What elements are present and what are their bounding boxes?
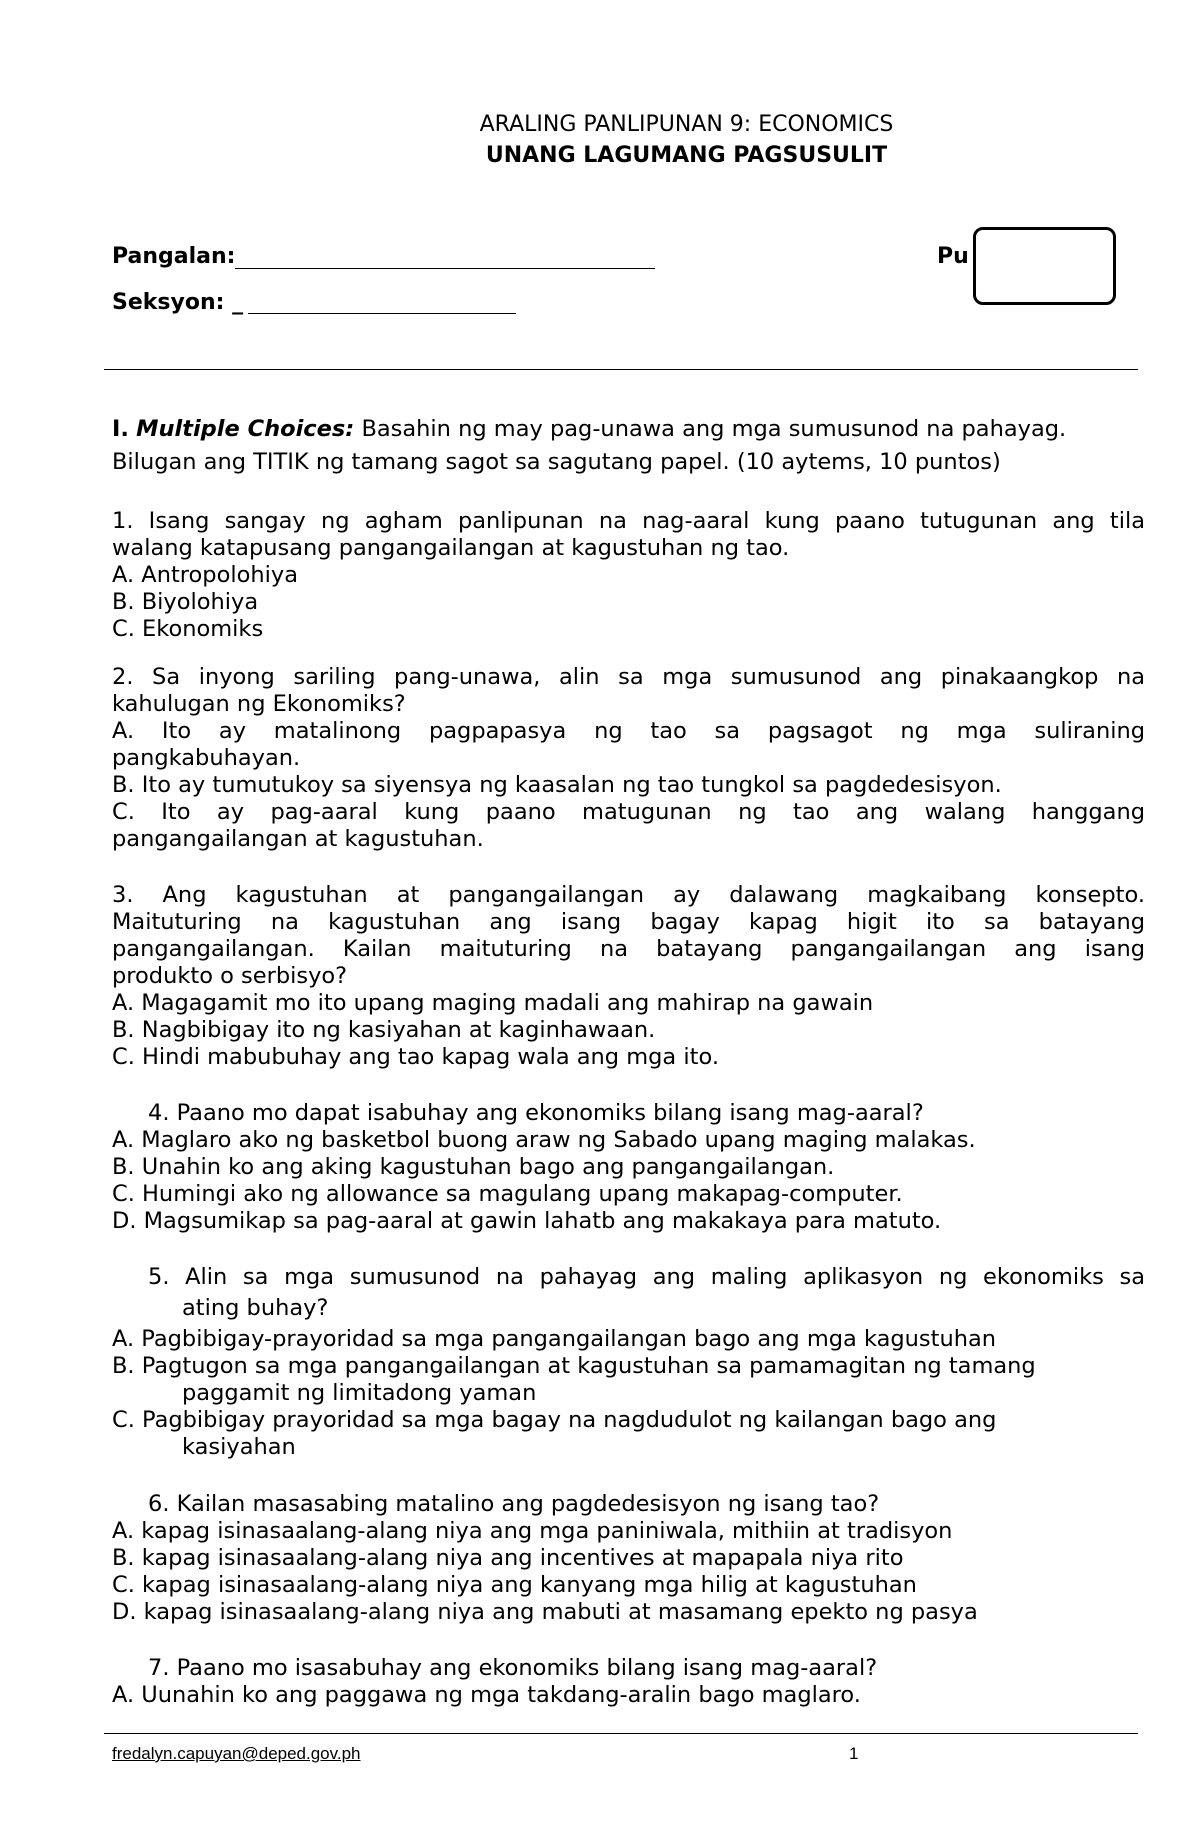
q3-stem-2: Maituturing na kagustuhan ang isang bagay kapag higit ito sa batayang: [112, 909, 1145, 935]
page-number: 1: [849, 1744, 859, 1763]
q3-choice-b: B. Nagbibigay ito ng kasiyahan at kaginhawaan.: [112, 1017, 656, 1043]
q5-choice-c-1: C. Pagbibigay prayoridad sa mga bagay na nagdudulot ng kailangan bago ang: [112, 1407, 997, 1433]
q6-choice-a: A. kapag isinasaalang-alang niya ang mga paniniwala, mithiin at tradisyon: [112, 1518, 953, 1544]
header-divider: [104, 369, 1138, 370]
q3-stem-1: 3. Ang kagustuhan at pangangailangan ay dalawang magkaibang konsepto.: [112, 882, 1145, 908]
q6-choice-b: B. kapag isinasaalang-alang niya ang incentives at mapapala niya rito: [112, 1545, 904, 1571]
footer-email: fredalyn.capuyan@deped.gov.ph: [112, 1744, 361, 1763]
q5-choice-b-1: B. Pagtugon sa mga pangangailangan at kagustuhan sa pamamagitan ng tamang: [112, 1353, 1036, 1379]
q1-stem-2: walang katapusang pangangailangan at kagustuhan ng tao.: [112, 535, 790, 561]
q2-choice-a-1: A. Ito ay matalinong pagpapasya ng tao sa pagsagot ng mga suliraning: [112, 718, 1145, 744]
q5-choice-b-2: paggamit ng limitadong yaman: [182, 1380, 537, 1406]
q2-choice-c-2: pangangailangan at kagustuhan.: [112, 826, 484, 852]
q7-stem: 7. Paano mo isasabuhay ang ekonomiks bilang isang mag-aaral?: [148, 1655, 878, 1681]
instructions-roman: I.: [112, 416, 129, 442]
q5-choice-c-2: kasiyahan: [182, 1434, 296, 1460]
q3-stem-3: pangangailangan. Kailan maituturing na batayang pangangailangan ang isang: [112, 936, 1145, 962]
q4-stem: 4. Paano mo dapat isabuhay ang ekonomiks bilang isang mag-aaral?: [148, 1100, 924, 1126]
instructions-text-2: Bilugan ang TITIK ng tamang sagot sa sagutang papel. (10 aytems, 10 puntos): [112, 449, 1001, 475]
instructions-line-1: [112, 416, 1066, 442]
q3-choice-c: C. Hindi mabubuhay ang tao kapag wala ang mga ito.: [112, 1044, 719, 1070]
name-line: [235, 268, 655, 269]
q3-stem-4: produkto o serbisyo?: [112, 963, 348, 989]
q1-choice-b: B. Biyolohiya: [112, 589, 259, 615]
q4-choice-c: C. Humingi ako ng allowance sa magulang upang makapag-computer.: [112, 1181, 903, 1207]
q2-stem-1: 2. Sa inyong sariling pang-unawa, alin sa mga sumusunod ang pinakaangkop na: [112, 664, 1145, 690]
q4-choice-d: D. Magsumikap sa pag-aaral at gawin lahatb ang makakaya para matuto.: [112, 1208, 942, 1234]
q2-choice-a-2: pangkabuhayan.: [112, 745, 301, 771]
footer-divider: [104, 1733, 1138, 1734]
q1-choice-a: A. Antropolohiya: [112, 562, 298, 588]
name-label: Pangalan:: [112, 244, 236, 269]
exam-subject-title: ARALING PANLIPUNAN 9: ECONOMICS: [479, 112, 894, 137]
score-label: Pu: [937, 244, 969, 269]
q1-stem-1: 1. Isang sangay ng agham panlipunan na nag-aaral kung paano tutugunan ang tila: [112, 508, 1145, 534]
instructions-text-1: Basahin ng may pag-unawa ang mga sumusunod na pahayag.: [361, 416, 1067, 442]
q6-stem: 6. Kailan masasabing matalino ang pagdedesisyon ng isang tao?: [148, 1491, 880, 1517]
q5-stem-1: 5. Alin sa mga sumusunod na pahayag ang maling aplikasyon ng ekonomiks sa: [148, 1264, 1145, 1290]
q6-choice-c: C. kapag isinasaalang-alang niya ang kanyang mga hilig at kagustuhan: [112, 1572, 917, 1598]
exam-title: UNANG LAGUMANG PAGSUSULIT: [485, 143, 888, 168]
q4-choice-b: B. Unahin ko ang aking kagustuhan bago ang pangangailangan.: [112, 1154, 835, 1180]
section-label: Seksyon: _: [112, 290, 244, 315]
instructions-title: Multiple Choices:: [136, 416, 355, 442]
score-box: [973, 227, 1116, 305]
q7-choice-a: A. Uunahin ko ang paggawa ng mga takdang-aralin bago maglaro.: [112, 1682, 861, 1708]
q2-choice-b: B. Ito ay tumutukoy sa siyensya ng kaasalan ng tao tungkol sa pagdedesisyon.: [112, 772, 1002, 798]
q1-choice-c: C. Ekonomiks: [112, 616, 264, 642]
q2-choice-c-1: C. Ito ay pag-aaral kung paano matugunan ng tao ang walang hanggang: [112, 799, 1145, 825]
q4-choice-a: A. Maglaro ako ng basketbol buong araw ng Sabado upang maging malakas.: [112, 1127, 976, 1153]
q5-stem-2: ating buhay?: [182, 1295, 329, 1321]
q2-stem-2: kahulugan ng Ekonomiks?: [112, 691, 406, 717]
q3-choice-a: A. Magagamit mo ito upang maging madali ang mahirap na gawain: [112, 990, 874, 1016]
section-line: [248, 313, 516, 314]
q6-choice-d: D. kapag isinasaalang-alang niya ang mabuti at masamang epekto ng pasya: [112, 1599, 978, 1625]
q5-choice-a: A. Pagbibigay-prayoridad sa mga pangangailangan bago ang mga kagustuhan: [112, 1326, 997, 1352]
